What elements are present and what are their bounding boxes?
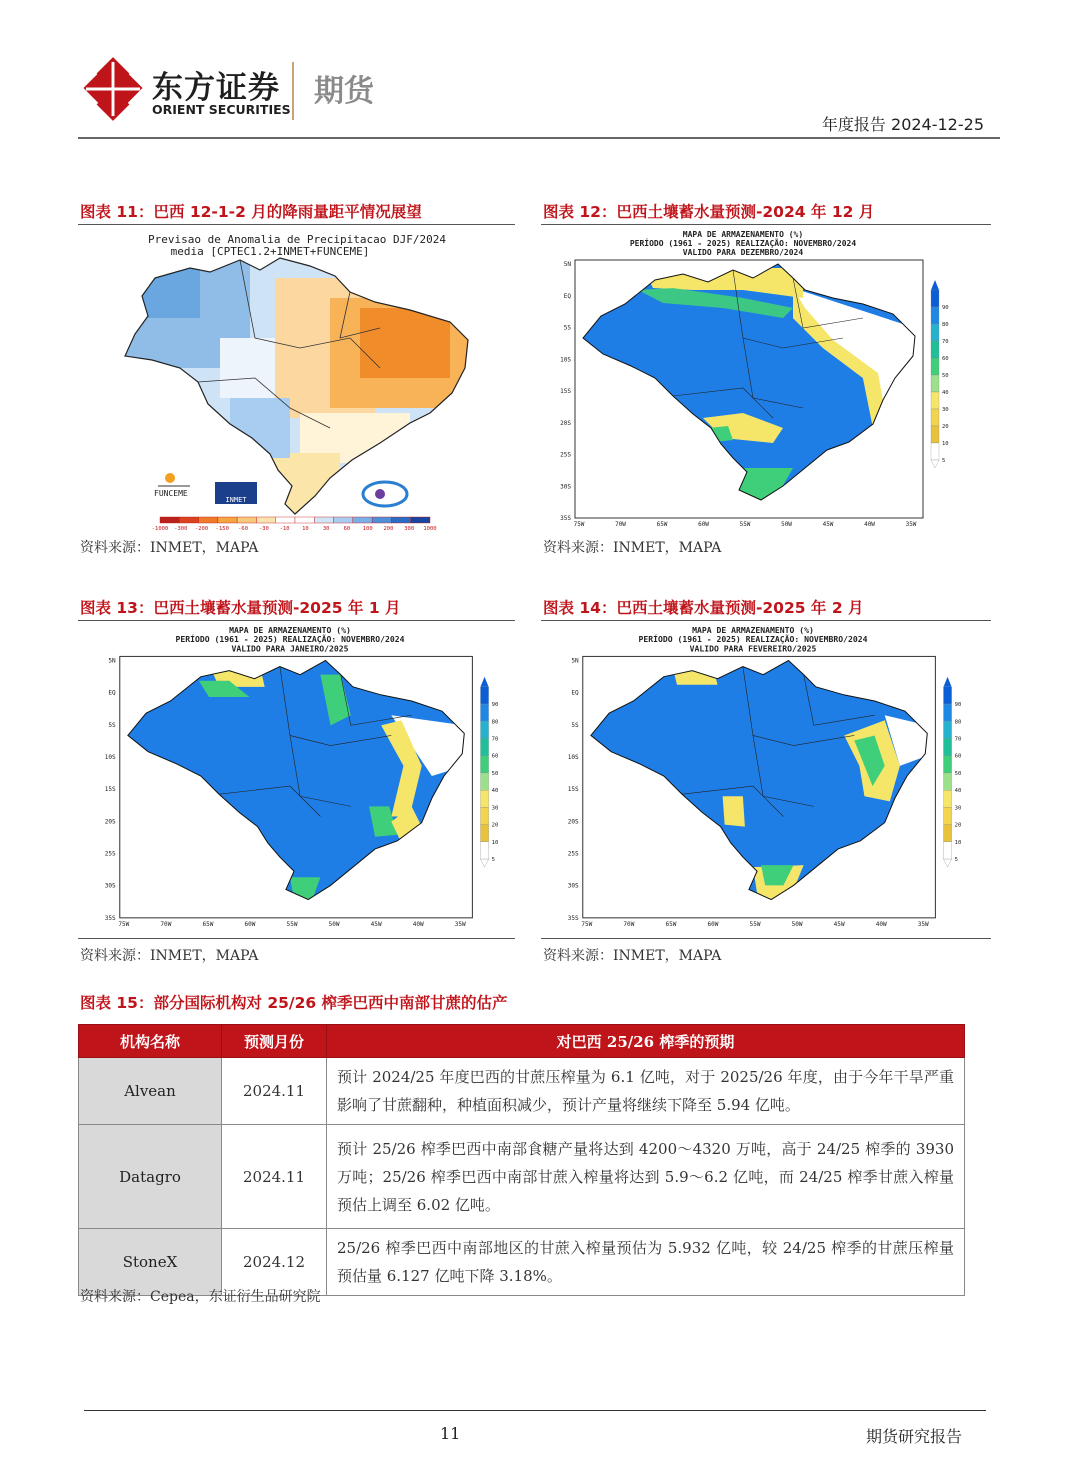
funceme-logo-label: FUNCEME — [154, 489, 188, 498]
lon-label: 35W — [917, 920, 929, 928]
table-15-source: 资料来源：Cepea，东证衍生品研究院 — [80, 1289, 321, 1305]
legend-swatch — [931, 290, 939, 307]
legend-tick-label: 90 — [491, 702, 499, 709]
legend-swatch — [480, 842, 488, 859]
legend-tick-label: 40 — [954, 788, 962, 795]
lon-label: 50W — [791, 920, 803, 928]
legend-swatch — [931, 341, 939, 358]
report-date: 年度报告 2024-12-25 — [821, 115, 984, 134]
legend-tick-label: 90 — [954, 702, 962, 709]
colorbar-swatch — [295, 517, 314, 523]
lon-label: 55W — [286, 920, 298, 928]
legend-swatch — [943, 721, 951, 738]
colorbar-swatch — [237, 517, 256, 523]
colorbar-tick-label: -60 — [238, 526, 249, 532]
lat-label: 5N — [108, 657, 116, 665]
soil-map-title-line3: VALIDO PARA DEZEMBRO/2024 — [682, 248, 804, 257]
legend-swatch — [943, 704, 951, 721]
colorbar-swatch — [276, 517, 295, 523]
lon-label: 70W — [615, 521, 626, 528]
figure-14-rule — [541, 620, 991, 621]
legend-swatch — [943, 807, 951, 824]
colorbar-tick-label: 300 — [404, 526, 415, 532]
figure-11-rain-anomaly-map — [80, 228, 514, 530]
legend-swatch — [943, 687, 951, 704]
figure-14-bottom-rule — [541, 938, 991, 939]
lon-label: 55W — [739, 521, 751, 528]
lat-label: 25S — [567, 850, 579, 858]
colorbar-tick-label: -30 — [258, 526, 269, 532]
lat-label: 5N — [571, 657, 579, 665]
company-name-cn: 东方证券 — [152, 70, 280, 106]
lon-label: 60W — [707, 920, 719, 928]
colorbar-tick-label: 1000 — [423, 526, 437, 532]
legend-tick-label: 40 — [942, 390, 949, 396]
figure-12-soil-storage-map — [543, 228, 949, 530]
legend-tick-label: 80 — [954, 719, 962, 726]
legend-tick-label: 70 — [491, 736, 499, 743]
orient-securities-logo-icon — [84, 60, 142, 118]
soil-map-title-line3: VALIDO PARA JANEIRO/2025 — [231, 643, 349, 654]
page-header — [80, 52, 1000, 138]
lat-label: 25S — [560, 451, 571, 459]
colorbar-tick-label: -1000 — [151, 526, 169, 532]
legend-tick-label: 50 — [491, 770, 499, 777]
lon-label: 40W — [864, 521, 875, 528]
figure-13-bottom-rule — [78, 938, 515, 939]
legend-swatch — [931, 375, 939, 392]
lon-label: 65W — [665, 920, 677, 928]
legend-swatch — [931, 358, 939, 375]
legend-swatch — [480, 704, 488, 721]
figure-11-title: 图表 11：巴西 12-1-2 月的降雨量距平情况展望 — [80, 203, 422, 221]
lon-label: 50W — [781, 521, 792, 528]
legend-swatch — [931, 324, 939, 341]
colorbar-tick-label: -200 — [194, 526, 209, 532]
lat-label: 20S — [104, 818, 116, 826]
soil-legend — [931, 280, 949, 468]
table-15-title: 图表 15：部分国际机构对 25/26 榨季巴西中南部甘蔗的估产 — [80, 994, 508, 1012]
legend-swatch — [931, 426, 939, 443]
legend-tick-label: 50 — [942, 373, 949, 379]
figure-14-source: 资料来源：INMET，MAPA — [543, 948, 722, 964]
lat-label: 5S — [108, 721, 116, 729]
legend-tick-label: 10 — [954, 839, 962, 846]
figure-11-source: 资料来源：INMET，MAPA — [80, 540, 259, 556]
soil-map-title-line2: PERÍODO (1961 - 2025) REALIZAÇÃO: NOVEMBRO/2024 — [175, 634, 405, 645]
sugarcane-estimates-table — [78, 1024, 965, 1296]
lat-label: 10S — [560, 356, 571, 364]
header-org: 机构名称 — [79, 1025, 222, 1058]
lon-label: 70W — [623, 920, 635, 928]
legend-swatch — [943, 842, 951, 859]
legend-tick-label: 30 — [491, 805, 499, 812]
colorbar-swatch — [353, 517, 372, 523]
soil-map-title-line2: PERÍODO (1961 - 2025) REALIZAÇÃO: NOVEMBRO/2024 — [638, 634, 868, 645]
expectation-text: 预计 25/26 榨季巴西中南部食糖产量将达到 4200～4320 万吨，高于 24/25 榨季的 3930 万吨；25/26 榨季巴西中南部甘蔗入榨量将达到 5.9～6.2 亿吨，而 24/25 榨季甘蔗入榨量预估上调至 6.02 亿吨。 — [327, 1125, 965, 1229]
lon-label: 75W — [581, 920, 593, 928]
colorbar-swatch — [372, 517, 391, 523]
legend-tick-label: 70 — [954, 736, 962, 743]
figure-12-rule — [541, 224, 991, 225]
forecast-month: 2024.12 — [222, 1229, 327, 1296]
colorbar-swatch — [256, 517, 275, 523]
legend-swatch — [480, 790, 488, 807]
legend-swatch — [480, 687, 488, 704]
legend-swatch — [943, 738, 951, 755]
soil-map-title-line1: MAPA DE ARMAZENAMENTO (%) — [692, 625, 814, 636]
lat-label: 15S — [567, 786, 579, 794]
figure-13-title: 图表 13：巴西土壤蓄水量预测-2025 年 1 月 — [80, 599, 401, 617]
logo-divider — [292, 62, 294, 120]
colorbar-swatch — [411, 517, 430, 523]
forecast-month: 2024.11 — [222, 1125, 327, 1229]
lon-label: 35W — [454, 920, 466, 928]
legend-tick-label: 20 — [491, 822, 499, 829]
footer-divider — [84, 1410, 986, 1411]
legend-tick-label: 50 — [954, 770, 962, 777]
header-divider — [78, 137, 1000, 139]
colorbar-tick-label: 30 — [322, 526, 330, 532]
header-expectation: 对巴西 25/26 榨季的预期 — [327, 1025, 965, 1058]
colorbar-swatch — [334, 517, 353, 523]
lon-label: 75W — [118, 920, 130, 928]
lon-label: 55W — [749, 920, 761, 928]
legend-swatch — [943, 825, 951, 842]
soil-map-title-line2: PERÍODO (1961 - 2025) REALIZAÇÃO: NOVEMBRO/2024 — [629, 239, 857, 248]
legend-tick-label: 30 — [954, 805, 962, 812]
legend-swatch — [480, 773, 488, 790]
legend-tick-label: 60 — [491, 753, 499, 760]
forecast-month: 2024.11 — [222, 1058, 327, 1125]
org-name: StoneX — [79, 1229, 222, 1296]
lat-label: 5N — [563, 261, 571, 268]
lat-label: 30S — [567, 882, 579, 890]
lat-label: 5S — [571, 721, 579, 729]
lon-label: 65W — [656, 521, 668, 528]
lon-label: 45W — [370, 920, 382, 928]
figure-13-source: 资料来源：INMET，MAPA — [80, 948, 259, 964]
legend-swatch — [480, 738, 488, 755]
inmet-logo-label: INMET — [225, 496, 247, 504]
legend-swatch — [480, 807, 488, 824]
legend-swatch — [943, 773, 951, 790]
legend-swatch — [931, 392, 939, 409]
table-row — [79, 1058, 965, 1125]
legend-swatch — [480, 825, 488, 842]
colorbar-tick-label: 60 — [343, 526, 351, 532]
lat-label: 35S — [560, 515, 571, 522]
legend-tick-label: 60 — [954, 753, 962, 760]
colorbar-swatch — [218, 517, 237, 523]
expectation-text: 25/26 榨季巴西中南部地区的甘蔗入榨量预估为 5.932 亿吨，较 24/25 榨季的甘蔗压榨量预估量 6.127 亿吨下降 3.18%。 — [327, 1229, 965, 1296]
legend-tick-label: 10 — [942, 441, 949, 447]
legend-tick-label: 70 — [942, 339, 949, 345]
lat-label: 35S — [567, 914, 579, 922]
colorbar-tick-label: -10 — [279, 526, 290, 532]
lat-label: 20S — [567, 818, 579, 826]
legend-tick-label: 80 — [491, 719, 499, 726]
legend-tick-label: 20 — [942, 424, 949, 430]
figure-14-title: 图表 14：巴西土壤蓄水量预测-2025 年 2 月 — [543, 599, 864, 617]
lon-label: 75W — [573, 521, 585, 528]
legend-swatch — [943, 790, 951, 807]
expectation-text: 预计 2024/25 年度巴西的甘蔗压榨量为 6.1 亿吨，对于 2025/26 年度，由于今年干旱严重影响了甘蔗翻种，种植面积减少，预计产量将继续下降至 5.94 亿吨。 — [327, 1058, 965, 1125]
soil-map-title-line1: MAPA DE ARMAZENAMENTO (%) — [229, 625, 351, 636]
legend-tick-label: 5 — [942, 458, 946, 464]
rain-map-title-line1: Previsao de Anomalia de Precipitacao DJF/2024 — [147, 233, 447, 246]
lon-label: 70W — [160, 920, 172, 928]
colorbar-swatch — [314, 517, 333, 523]
legend-tick-label: 30 — [942, 407, 949, 413]
lat-label: 15S — [104, 786, 116, 794]
table-row — [79, 1125, 965, 1229]
header-month: 预测月份 — [222, 1025, 327, 1058]
colorbar-swatch — [160, 517, 179, 523]
soil-map-title-line3: VALIDO PARA FEVEREIRO/2025 — [689, 643, 817, 654]
lon-label: 45W — [833, 920, 845, 928]
figure-14-soil-storage-map — [543, 624, 963, 930]
lat-label: 30S — [560, 483, 571, 491]
legend-swatch — [480, 756, 488, 773]
page-number: 11 — [440, 1424, 461, 1443]
figure-13-soil-storage-map — [80, 624, 500, 930]
colorbar-swatch — [391, 517, 410, 523]
colorbar-swatch — [179, 517, 198, 523]
colorbar-swatch — [199, 517, 218, 523]
lon-label: 45W — [822, 521, 834, 528]
rain-colorbar — [152, 517, 437, 532]
lat-label: EQ — [563, 292, 571, 300]
lon-label: 60W — [244, 920, 256, 928]
soil-legend — [943, 677, 961, 867]
footer-label: 期货研究报告 — [865, 1427, 962, 1446]
lat-label: 20S — [560, 419, 571, 427]
lon-label: 40W — [412, 920, 424, 928]
colorbar-tick-label: -150 — [215, 526, 229, 532]
lat-label: 15S — [560, 388, 571, 395]
lat-label: 25S — [104, 850, 116, 858]
funceme-logo-icon — [158, 473, 190, 486]
legend-swatch — [931, 409, 939, 426]
colorbar-tick-label: -300 — [174, 526, 188, 532]
lat-label: 5S — [563, 324, 571, 332]
legend-tick-label: 60 — [942, 356, 949, 362]
soil-map-title-line1: MAPA DE ARMAZENAMENTO (%) — [682, 230, 804, 239]
division-name: 期货 — [314, 74, 374, 109]
lon-label: 35W — [905, 521, 917, 528]
org-name: Datagro — [79, 1125, 222, 1229]
soil-legend — [480, 677, 498, 867]
rain-map-title-line2: media [CPTEC1.2+INMET+FUNCEME] — [170, 245, 370, 258]
lon-label: 60W — [698, 521, 709, 528]
lat-label: 35S — [104, 914, 116, 922]
legend-tick-label: 90 — [942, 305, 949, 311]
lat-label: 10S — [104, 754, 116, 762]
legend-tick-label: 10 — [491, 839, 499, 846]
legend-swatch — [480, 721, 488, 738]
colorbar-tick-label: 10 — [302, 526, 309, 532]
legend-swatch — [931, 307, 939, 324]
colorbar-tick-label: 100 — [362, 526, 373, 532]
cptec-logo-icon — [363, 482, 407, 506]
legend-tick-label: 40 — [491, 788, 499, 795]
lat-label: EQ — [108, 689, 116, 697]
legend-swatch — [931, 443, 939, 460]
lon-label: 40W — [875, 920, 887, 928]
lon-label: 65W — [202, 920, 214, 928]
lon-label: 50W — [328, 920, 340, 928]
lat-label: 10S — [567, 754, 579, 762]
figure-13-rule — [78, 620, 515, 621]
figure-11-rule — [78, 224, 515, 225]
legend-tick-label: 80 — [942, 322, 949, 328]
lat-label: EQ — [571, 689, 579, 697]
lat-label: 30S — [104, 882, 116, 890]
table-header-row — [79, 1025, 965, 1058]
org-name: Alvean — [79, 1058, 222, 1125]
legend-tick-label: 5 — [491, 857, 495, 864]
legend-tick-label: 20 — [954, 822, 962, 829]
company-name-en: ORIENT SECURITIES — [152, 102, 291, 117]
legend-swatch — [943, 756, 951, 773]
figure-12-title: 图表 12：巴西土壤蓄水量预测-2024 年 12 月 — [543, 203, 875, 221]
figure-12-source: 资料来源：INMET，MAPA — [543, 540, 722, 556]
colorbar-tick-label: 200 — [383, 526, 394, 532]
legend-tick-label: 5 — [954, 857, 958, 864]
